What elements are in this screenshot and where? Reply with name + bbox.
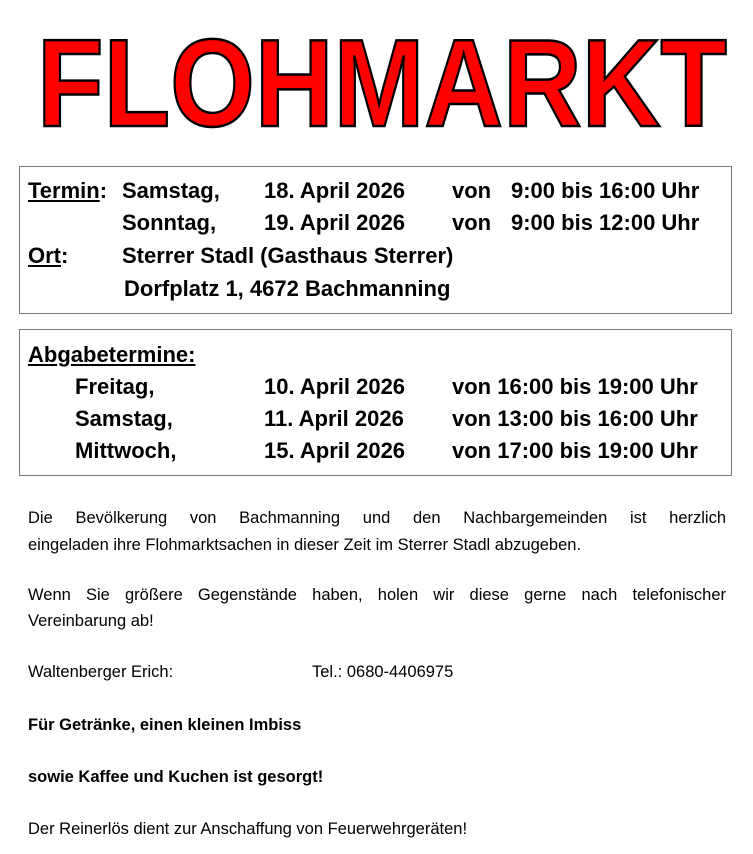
drop-off-time-3: von 17:00 bis 19:00 Uhr (452, 438, 698, 463)
ort-colon: : (61, 243, 69, 268)
contact-phone: Tel.: 0680-4406975 (312, 663, 454, 681)
drop-off-time-2: von 13:00 bis 16:00 Uhr (452, 406, 698, 431)
pickup-line-2: Vereinbarung ab! (28, 612, 154, 630)
drop-off-day-3: Mittwoch, (75, 438, 177, 463)
drop-off-date-3: 15. April 2026 (264, 438, 406, 463)
drop-off-date-1: 10. April 2026 (264, 374, 406, 399)
refreshments-line-2: sowie Kaffee und Kuchen ist gesorgt! (28, 768, 324, 786)
event-date-2: 19. April 2026 (264, 210, 406, 235)
drop-off-day-1: Freitag, (75, 374, 155, 399)
invitation-line-1: Die Bevölkerung von Bachmanning und den Nachbargemeinden ist herzlich (28, 509, 726, 527)
ort-label-wrap (28, 243, 68, 269)
drop-off-day-2: Samstag, (75, 406, 173, 431)
termin-label: Termin (28, 178, 100, 203)
drop-off-label: Abgabetermine: (28, 342, 196, 367)
location-line-2: Dorfplatz 1, 4672 Bachmanning (124, 276, 451, 301)
contact-name: Waltenberger Erich: (28, 663, 174, 681)
flyer-title-graphic (0, 8, 753, 138)
event-day-2: Sonntag, (122, 210, 217, 235)
invitation-line-2: eingeladen ihre Flohmarktsachen in dieser Zeit im Sterrer Stadl abzugeben. (28, 536, 582, 554)
event-time-2: 9:00 bis 12:00 Uhr (511, 210, 700, 235)
termin-label-wrap (28, 178, 107, 204)
refreshments-line-1: Für Getränke, einen kleinen Imbiss (28, 716, 302, 734)
event-von-1: von (452, 178, 492, 203)
closing-note: Der Reinerlös dient zur Anschaffung von Feuerwehrgeräten! (28, 820, 468, 838)
termin-colon: : (99, 178, 108, 203)
event-day-1: Samstag, (122, 178, 220, 203)
pickup-line-1: Wenn Sie größere Gegenstände haben, holen wir diese gerne nach telefonischer (28, 586, 726, 604)
location-line-1: Sterrer Stadl (Gasthaus Sterrer) (122, 243, 454, 268)
drop-off-time-1: von 16:00 bis 19:00 Uhr (452, 374, 698, 399)
drop-off-date-2: 11. April 2026 (264, 406, 404, 431)
event-von-2: von (452, 210, 492, 235)
flyer-title (0, 8, 753, 138)
flyer-title-text: FLOHMARKT (37, 15, 727, 138)
event-date-1: 18. April 2026 (264, 178, 406, 203)
event-time-1: 9:00 bis 16:00 Uhr (511, 178, 700, 203)
ort-label: Ort (28, 243, 61, 268)
